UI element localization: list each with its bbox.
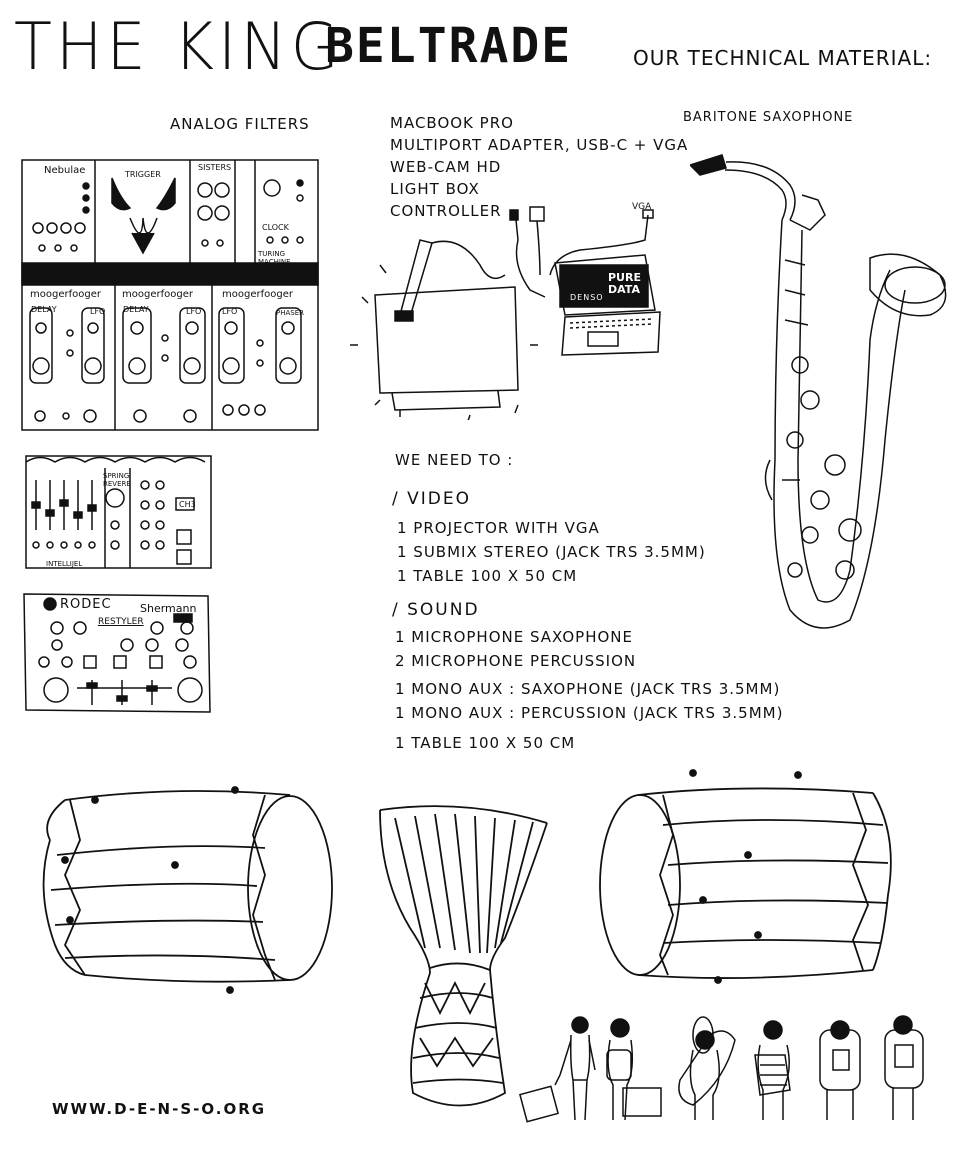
module-label-ch3: CH3 bbox=[179, 500, 196, 509]
module-label-intellijel: INTELLIJEL bbox=[46, 560, 83, 568]
module-label-phaser: PHASER bbox=[276, 309, 305, 317]
video-item: 1 PROJECTOR WITH VGA bbox=[397, 519, 600, 537]
title-technical-material: OUR TECHNICAL MATERIAL: bbox=[633, 46, 933, 70]
saxophone-illustration bbox=[690, 140, 955, 645]
sound-item: 1 MICROPHONE SAXOPHONE bbox=[395, 628, 633, 646]
module-label-rodec: RODEC bbox=[60, 597, 112, 612]
module-label-turing: TURING MACHINE bbox=[258, 250, 291, 266]
module-label-trigger: TRIGGER bbox=[125, 170, 161, 179]
band-members-illustration bbox=[515, 1010, 935, 1130]
module-label-restyler: RESTYLER bbox=[98, 617, 144, 627]
module-label-moog-1: moogerfooger bbox=[30, 289, 101, 300]
drum-right-illustration bbox=[598, 765, 903, 995]
sound-item: 1 MONO AUX : PERCUSSION (JACK TRS 3.5MM) bbox=[395, 704, 784, 722]
video-list bbox=[397, 516, 706, 588]
gear-item: WEB-CAM HD bbox=[390, 158, 502, 176]
laptop-screen-text: PURE DATA bbox=[608, 271, 641, 296]
module-label-lfo-1: LFO bbox=[90, 307, 106, 316]
video-item: 1 SUBMIX STEREO (JACK TRS 3.5MM) bbox=[397, 543, 706, 561]
sound-list bbox=[395, 625, 783, 755]
gear-item: MULTIPORT ADAPTER, USB-C + VGA bbox=[390, 136, 689, 154]
website-link[interactable]: WWW.D-E-N-S-O.ORG bbox=[52, 1100, 267, 1118]
title-main: THE KING bbox=[14, 8, 343, 85]
module-label-clock: CLOCK bbox=[262, 223, 289, 232]
module-label-lfo-2: LFO bbox=[186, 307, 202, 316]
module-label-lfo-3: LFO bbox=[222, 307, 238, 316]
laptop-vga-label: VGA bbox=[632, 202, 652, 212]
module-label-sisters: SISTERS bbox=[198, 163, 232, 172]
module-label-delay-2: DELAY bbox=[123, 305, 149, 314]
module-label-spring-reverb: SPRING REVERB bbox=[103, 472, 132, 488]
laptop-sticker: DENSO bbox=[570, 293, 604, 302]
sound-item: 1 MONO AUX : SAXOPHONE (JACK TRS 3.5MM) bbox=[395, 680, 781, 698]
label-baritone-saxophone: BARITONE SAXOPHONE bbox=[683, 110, 854, 125]
gear-item: CONTROLLER bbox=[390, 202, 502, 220]
module-label-shermann: Shermann bbox=[140, 602, 197, 615]
mixer-illustration bbox=[20, 450, 215, 572]
laptop-setup-illustration bbox=[340, 195, 670, 420]
sound-item: 2 MICROPHONE PERCUSSION bbox=[395, 652, 637, 670]
module-label-moog-3: moogerfooger bbox=[222, 289, 293, 300]
module-label-delay-1: DELAY bbox=[31, 305, 57, 314]
title-venue: BELTRADE bbox=[325, 18, 573, 74]
sound-heading: / SOUND bbox=[392, 600, 480, 620]
gear-item: LIGHT BOX bbox=[390, 180, 480, 198]
module-label-moog-2: moogerfooger bbox=[122, 289, 193, 300]
sound-item: 1 TABLE 100 X 50 CM bbox=[395, 734, 576, 752]
module-label-nebulae: Nebulae bbox=[44, 165, 86, 176]
drum-left-illustration bbox=[25, 780, 340, 1000]
gear-item: MACBOOK PRO bbox=[390, 114, 514, 132]
needs-heading: WE NEED TO : bbox=[395, 451, 514, 469]
video-item: 1 TABLE 100 X 50 CM bbox=[397, 567, 578, 585]
video-heading: / VIDEO bbox=[392, 489, 471, 509]
label-analog-filters: ANALOG FILTERS bbox=[170, 115, 310, 133]
